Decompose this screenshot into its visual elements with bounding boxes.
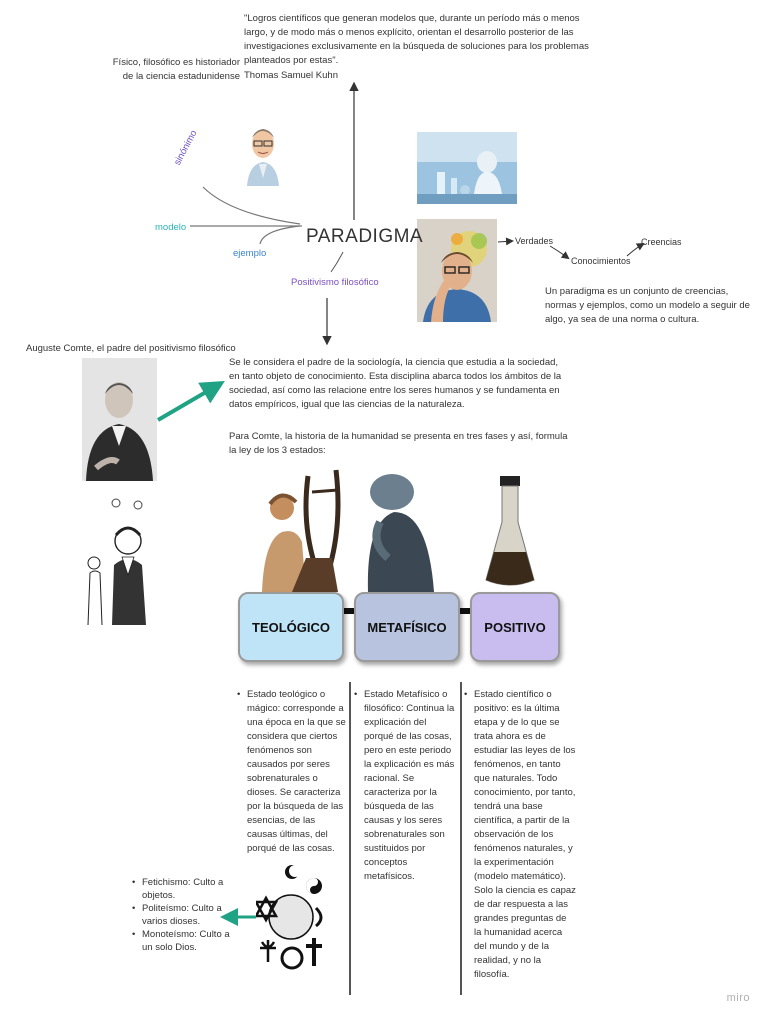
stage-positivo-label: POSITIVO <box>484 619 546 635</box>
belief-text: Politeísmo: Culto a varios dioses. <box>142 903 222 927</box>
belief-item: • Politeísmo: Culto a varios dioses. <box>132 903 222 927</box>
belief-text: Fetichismo: Culto a objetos. <box>142 877 224 901</box>
belief-item: • Monoteísmo: Culto a un solo Dios. <box>132 929 230 953</box>
beliefs-list <box>132 876 232 954</box>
column-divider <box>460 682 462 995</box>
comte-text: Se le considera el padre de la sociología, la ciencia que estudia a la sociedad, en tanto objeto de conocimiento. Esta disciplina abarca todos los ámbitos de la sociedad, así como las relacione entre los seres humanos y se fundamenta en datos empíricos, igual que las ciencias de la naturaleza. <box>229 357 562 410</box>
comte-portrait <box>82 358 157 481</box>
description-metafisico-text: Estado Metafísico o filosófico: Continua la explicación del porqué de las cosas, pero en este periodo la explicación es más racional. Se caracteriza por la búsqueda de las causas y los seres sobrenaturales son sustituidos por conceptos metafísicos. <box>364 689 455 882</box>
description-teologico <box>237 688 347 856</box>
description-positivo-text: Estado científico o positivo: es la última etapa y de lo que se trata ahora es de estudiar las leyes de los fenómenos, en tanto que naturales. Todo conocimiento, por tanto, tendrá una base científica, a partir de la observación de los fenómenos naturales, y la experimentación (modelo matemático). Solo la ciencia es capaz de dar respuesta a las grandes preguntas de la humanidad acerca del mundo y de la realidad, y no la filosofía. <box>474 689 576 980</box>
concept-creencias: Creencias <box>641 237 682 247</box>
belief-text: Monoteísmo: Culto a un solo Dios. <box>142 929 230 953</box>
kuhn-description: Físico, filosófico es historiador de la ciencia estadunidense <box>112 57 240 82</box>
branch-positivismo: Positivismo filosófico <box>291 277 379 288</box>
kuhn-name: Thomas Samuel Kuhn <box>244 70 338 81</box>
stage-metafisico <box>354 592 460 662</box>
paradigm-definition: Un paradigma es un conjunto de creencias, normas y ejemplos, como un modelo a seguir de algo, ya sea de una norma o cultura. <box>545 286 750 325</box>
religious-symbols-image <box>256 862 326 972</box>
concept-conocimientos: Conocimientos <box>571 256 631 266</box>
comte-phases-intro: Para Comte, la historia de la humanidad se presenta en tres fases y así, formula la ley de los 3 estados: <box>229 431 568 456</box>
stage-positivo <box>470 592 560 662</box>
stage-metafisico-label: METAFÍSICO <box>367 619 447 635</box>
stage-teologico-label: TEOLÓGICO <box>252 619 330 635</box>
description-teologico-text: Estado teológico o mágico: corresponde a una época en la que se considera que ciertos fenómenos son causados por seres sobrenaturales o dioses. Se caracteriza por la búsqueda de las esencias, de las causas últimas, del porqué de las cosas. <box>247 689 346 854</box>
description-metafisico <box>354 688 456 884</box>
stage-teologico <box>238 592 344 662</box>
branch-ejemplo: ejemplo <box>233 248 267 259</box>
center-title: PARADIGMA <box>306 226 424 247</box>
thinker-statue-image <box>358 462 438 592</box>
description-positivo <box>464 688 576 982</box>
bullet: • <box>354 689 358 700</box>
branch-modelo: modelo <box>155 222 187 233</box>
lab-photo <box>417 132 517 204</box>
kuhn-portrait <box>243 118 283 186</box>
column-divider <box>349 682 351 995</box>
thinking-man-photo <box>417 219 497 322</box>
watermark-logo: miro <box>726 992 750 1004</box>
lyre-statue-image <box>252 462 348 592</box>
bullet: • <box>464 689 468 700</box>
bullet: • <box>237 689 241 700</box>
kuhn-quote: "Logros científicos que generan modelos que, durante un período más o menos largo, y de modo más o menos explícito, orientan el desarrollo posterior de las investigaciones exclusivamente en la búsqueda de soluciones para los problemas planteados por estas". <box>244 13 589 66</box>
belief-item: • Fetichismo: Culto a objetos. <box>132 877 224 901</box>
concept-verdades: Verdades <box>515 236 554 246</box>
comte-cartoon <box>82 495 157 627</box>
comte-title: Auguste Comte, el padre del positivismo filosófico <box>26 343 236 354</box>
branch-sinonimo: sinónimo <box>172 128 200 168</box>
flask-image <box>480 472 540 592</box>
